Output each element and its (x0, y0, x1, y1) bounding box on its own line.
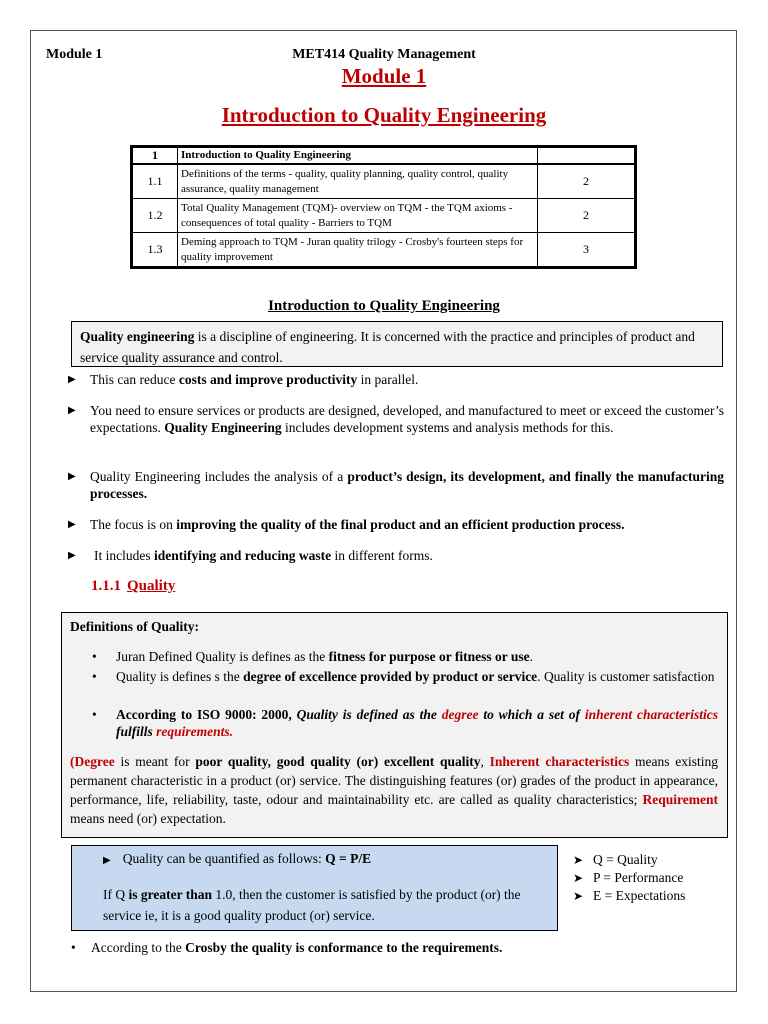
formula-bold: is greater than (128, 887, 212, 902)
formula-text: Quality can be quantified as follows: (122, 851, 326, 866)
para-bold: poor quality, good quality (or) excellent quality (195, 754, 481, 769)
list-item (92, 706, 718, 740)
checkmark-arrow-icon: ➤ (573, 871, 584, 885)
bullet-text: in different forms. (331, 548, 433, 563)
arrow-bullet-icon: ▶ (68, 405, 76, 416)
syllabus-row-topic: Total Quality Management (TQM)- overview on TQM - the TQM axioms - consequences of total quality - Barriers to TQM (178, 199, 538, 233)
syllabus-row-num: 1.2 (132, 199, 178, 233)
bullet-text: This can reduce (90, 372, 179, 387)
bullet-text: in parallel. (357, 372, 419, 387)
para-red: (Degree (70, 754, 115, 769)
bullet-text: . (529, 649, 533, 664)
checkmark-arrow-icon: ➤ (573, 853, 584, 867)
bullet-text: You need to ensure services or products are designed, developed, and manufactured to meet or exceed the customer’s expectations. (90, 403, 724, 435)
module-title: Module 1 (341, 64, 427, 88)
definition-box (71, 321, 723, 367)
list-item (68, 516, 724, 533)
syllabus-row-num: 1.3 (132, 233, 178, 268)
arrow-bullet-icon: ▶ (68, 550, 76, 561)
definition-term: Quality engineering (80, 329, 195, 344)
table-row (132, 233, 636, 268)
arrow-bullet-icon: ▶ (68, 519, 76, 530)
bullet-text: It includes (94, 548, 154, 563)
dot-bullet-icon: • (92, 649, 97, 664)
bullet-text: Quality is defines s the (116, 669, 244, 684)
syllabus-head-num: 1 (132, 147, 178, 165)
syllabus-row-hours: 3 (538, 233, 636, 268)
bullet-red: inherent characteristics (584, 707, 718, 722)
para-text: is meant for (114, 754, 196, 769)
bullet-italic: fulfills (116, 724, 157, 739)
legend-item (573, 887, 685, 905)
bullet-bold: identifying and reducing waste (154, 548, 332, 563)
para-text: means existing permanent characteristic in a product (or) service. The distinguishing features (or) grades of the product in appearance, performance, life, reliability, taste, odour and maintainability etc. are called as quality characteristics; (70, 754, 719, 807)
list-item (68, 547, 724, 564)
list-item (71, 940, 721, 956)
bullet-text: The focus is on (90, 517, 177, 532)
syllabus-row-hours: 2 (538, 164, 636, 199)
checkmark-arrow-icon: ➤ (573, 889, 584, 903)
subsection-number: 1.1.1 (91, 578, 121, 594)
formula-text: 1.0, then the customer is satisfied by the product (or) the service ie, it is a good quality product (or) service. (103, 887, 521, 923)
para-red: Requirement (642, 792, 718, 807)
bullet-bold: Crosby the quality is conformance to the requirements. (185, 940, 503, 955)
header-left: Module 1 (46, 47, 103, 62)
syllabus-head-row (132, 147, 636, 165)
bullet-bold: degree of excellence provided by product or service (243, 669, 538, 684)
bullet-italic: to which a set of (478, 707, 585, 722)
quality-explanation (70, 752, 718, 828)
bullet-red: degree (441, 707, 479, 722)
chapter-title: Introduction to Quality Engineering (221, 103, 547, 127)
para-text: means need (or) expectation. (70, 811, 226, 826)
bullet-bold: fitness for purpose or fitness or use (328, 649, 530, 664)
bullet-bold: According to ISO 9000: 2000, (116, 707, 297, 722)
bullet-text: According to the (91, 940, 186, 955)
syllabus-row-topic: Definitions of the terms - quality, quality planning, quality control, quality assurance, quality management (178, 164, 538, 199)
table-row (132, 199, 636, 233)
formula-line (103, 851, 371, 867)
dot-bullet-icon: • (92, 669, 97, 684)
bullet-italic: Quality is defined as the (296, 707, 442, 722)
para-red: Inherent characteristics (489, 754, 630, 769)
quality-box-title: Definitions of Quality: (70, 619, 200, 634)
section-heading: Introduction to Quality Engineering (268, 298, 500, 314)
formula-explanation (103, 884, 548, 926)
syllabus-row-topic: Deming approach to TQM - Juran quality trilogy - Crosby's fourteen steps for quality improvement (178, 233, 538, 268)
bullet-bold: improving the quality of the final product and an efficient production process. (176, 517, 625, 532)
table-row (132, 164, 636, 199)
list-item (92, 668, 718, 685)
bullet-red: requirements. (156, 724, 234, 739)
subsection-title: Quality (127, 578, 176, 594)
list-item (68, 402, 724, 436)
syllabus-row-hours: 2 (538, 199, 636, 233)
definition-text: is a discipline of engineering. It is concerned with the practice and principles of product and service quality assurance and control. (80, 329, 695, 365)
bullet-bold: product’s design, its development, and finally the manufacturing processes. (90, 469, 724, 501)
list-item (92, 648, 718, 665)
bullet-text: includes development systems and analysis methods for this. (281, 420, 614, 435)
arrow-bullet-icon: ▶ (68, 374, 76, 385)
legend-text: P = Performance (593, 870, 684, 885)
legend-item (573, 851, 658, 869)
arrow-bullet-icon: ▶ (103, 855, 111, 866)
bullet-text: Juran Defined Quality is defines as the (116, 649, 329, 664)
list-item (68, 371, 724, 388)
legend-text: Q = Quality (593, 852, 658, 867)
syllabus-head-hours (538, 147, 636, 165)
dot-bullet-icon: • (71, 940, 76, 955)
syllabus-table (130, 145, 637, 269)
legend-item (573, 869, 683, 887)
bullet-text: Quality Engineering includes the analysis of a (90, 469, 348, 484)
list-item (68, 468, 724, 502)
header-course-title: MET414 Quality Management (292, 47, 476, 62)
subsection-heading (91, 578, 175, 595)
legend-text: E = Expectations (593, 888, 686, 903)
formula-equation: Q = P/E (325, 851, 372, 866)
arrow-bullet-icon: ▶ (68, 471, 76, 482)
syllabus-head-topic: Introduction to Quality Engineering (178, 147, 538, 165)
para-text: , (480, 754, 490, 769)
bullet-bold: costs and improve productivity (178, 372, 358, 387)
syllabus-row-num: 1.1 (132, 164, 178, 199)
dot-bullet-icon: • (92, 707, 97, 722)
bullet-text: . Quality is customer satisfaction (537, 669, 715, 684)
bullet-bold: Quality Engineering (164, 420, 282, 435)
formula-text: If Q (103, 887, 129, 902)
